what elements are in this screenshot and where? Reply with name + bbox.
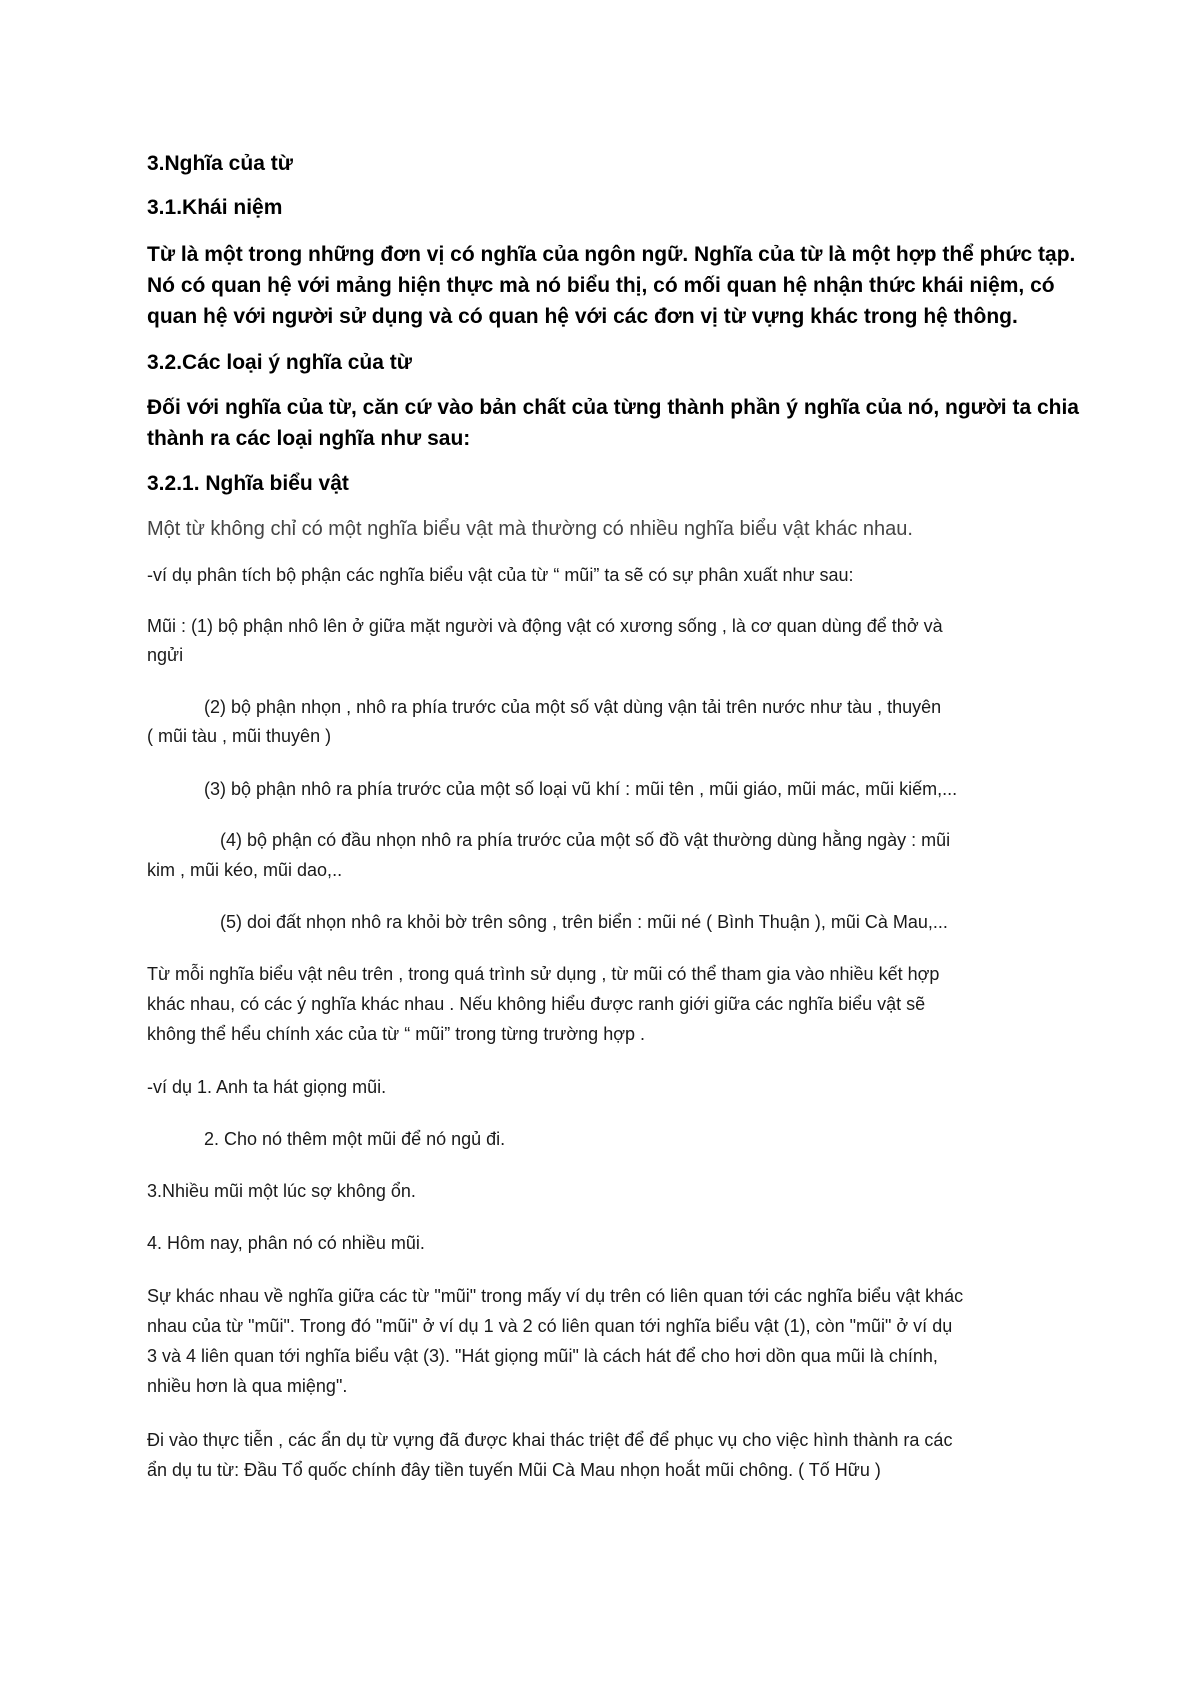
meaning-4-line-1: (4) bộ phận có đầu nhọn nhô ra phía trước của một số đồ vật thường dùng hằng ngày : mũi — [220, 830, 951, 850]
practice-line-2: ẩn dụ tu từ: Đầu Tổ quốc chính đây tiền tuyến Mũi Cà Mau nhọn hoắt mũi chông. ( Tố Hữu ) — [147, 1460, 881, 1480]
meaning-2-line-1: (2) bộ phận nhọn , nhô ra phía trước của một số vật dùng vận tải trên nước như tàu , thuyên — [204, 697, 942, 717]
example-4: 4. Hôm nay, phân nó có nhiều mũi. — [147, 1233, 425, 1253]
concept-line-2: Nó có quan hệ với mảng hiện thực mà nó biểu thị, có mối quan hệ nhận thức khái niệm, có — [147, 274, 1055, 297]
heading-concept: 3.1.Khái niệm — [147, 196, 283, 219]
concept-line-3: quan hệ với người sử dụng và có quan hệ với các đơn vị từ vựng khác trong hệ thông. — [147, 305, 1018, 328]
meaning-5: (5) doi đất nhọn nhô ra khỏi bờ trên sông , trên biển : mũi né ( Bình Thuận ), mũi Cà Mau,... — [220, 912, 948, 932]
heading-meaning-types: 3.2.Các loại ý nghĩa của từ — [147, 351, 412, 374]
explanation-line-1: Từ mỗi nghĩa biểu vật nêu trên , trong quá trình sử dụng , từ mũi có thể tham gia vào nhiều kết hợp — [147, 964, 940, 984]
meaning-1-line-2: ngửi — [147, 645, 184, 665]
concept-line-1: Từ là một trong những đơn vị có nghĩa của ngôn ngữ. Nghĩa của từ là một hợp thể phức tạp. — [147, 243, 1076, 266]
meaning-4-line-2: kim , mũi kéo, mũi dao,.. — [147, 860, 343, 880]
practice-line-1: Đi vào thực tiễn , các ẩn dụ từ vựng đã được khai thác triệt để để phục vụ cho việc hình thành ra các — [147, 1430, 953, 1450]
meaning-1-line-1: Mũi : (1) bộ phận nhô lên ở giữa mặt người và động vật có xương sống , là cơ quan dùng để thở và — [147, 616, 943, 636]
heading-word-meaning: 3.Nghĩa của từ — [147, 152, 293, 175]
explanation-line-2: khác nhau, có các ý nghĩa khác nhau . Nếu không hiểu được ranh giới giữa các nghĩa biểu vật sẽ — [147, 994, 926, 1014]
denotative-intro: Một từ không chỉ có một nghĩa biểu vật mà thường có nhiều nghĩa biểu vật khác nhau. — [147, 518, 913, 540]
difference-line-1: Sự khác nhau về nghĩa giữa các từ "mũi" trong mấy ví dụ trên có liên quan tới các nghĩa biểu vật khác — [147, 1286, 964, 1306]
meaning-3: (3) bộ phận nhô ra phía trước của một số loại vũ khí : mũi tên , mũi giáo, mũi mác, mũi kiếm,... — [204, 779, 958, 799]
difference-line-3: 3 và 4 liên quan tới nghĩa biểu vật (3). "Hát giọng mũi" là cách hát để cho hơi dồn qua mũi là chính, — [147, 1346, 938, 1366]
heading-denotative-meaning: 3.2.1. Nghĩa biểu vật — [147, 472, 349, 495]
difference-line-2: nhau của từ "mũi". Trong đó "mũi" ở ví dụ 1 và 2 có liên quan tới nghĩa biểu vật (1), còn "mũi" ở ví dụ — [147, 1316, 953, 1336]
explanation-line-3: không thể hểu chính xác của từ “ mũi” trong từng trường hợp . — [147, 1024, 646, 1044]
difference-line-4: nhiều hơn là qua miệng". — [147, 1376, 348, 1396]
types-line-1: Đối với nghĩa của từ, căn cứ vào bản chất của từng thành phần ý nghĩa của nó, người ta chia — [147, 396, 1079, 419]
meaning-2-line-2: ( mũi tàu , mũi thuyên ) — [147, 726, 332, 746]
example-2: 2. Cho nó thêm một mũi để nó ngủ đi. — [204, 1129, 506, 1149]
example-3: 3.Nhiều mũi một lúc sợ không ổn. — [147, 1181, 416, 1201]
types-line-2: thành ra các loại nghĩa như sau: — [147, 427, 471, 450]
example-intro: -ví dụ phân tích bộ phận các nghĩa biểu vật của từ “ mũi” ta sẽ có sự phân xuất như sau: — [147, 565, 854, 585]
example-1: -ví dụ 1. Anh ta hát giọng mũi. — [147, 1077, 387, 1097]
